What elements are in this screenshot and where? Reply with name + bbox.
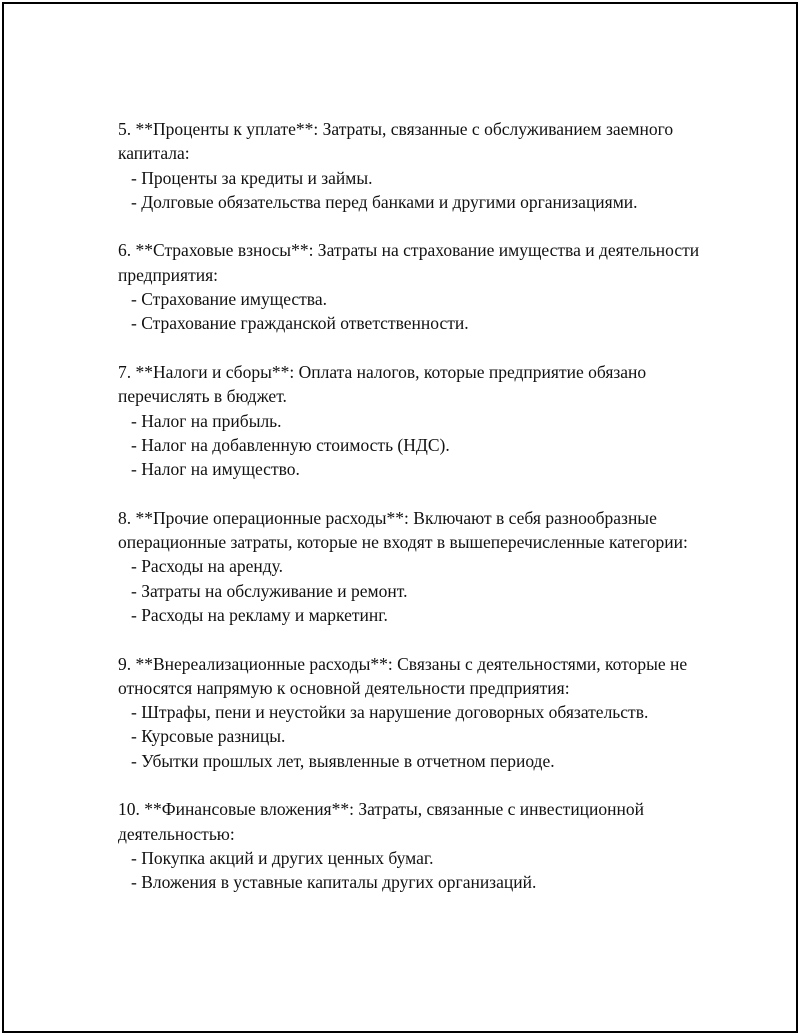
list-item: - Долговые обязательства перед банками и другими организациями.: [131, 191, 638, 212]
list-item: - Затраты на обслуживание и ремонт.: [131, 580, 408, 601]
section-8: [118, 506, 718, 627]
section-6: [118, 238, 718, 335]
section-heading: 5. **Проценты к уплате**: Затраты, связанные с обслуживанием заемного капитала:: [118, 119, 674, 164]
bullet-list: [118, 554, 718, 627]
list-item: - Штрафы, пени и неустойки за нарушение договорных обязательств.: [131, 702, 649, 723]
list-item: - Убытки прошлых лет, выявленные в отчетном периоде.: [131, 750, 555, 771]
document-body: [118, 117, 718, 919]
list-item: - Покупка акций и других ценных бумаг.: [131, 847, 434, 868]
section-10: [118, 797, 718, 894]
bullet-list: [118, 700, 718, 773]
list-item: - Страхование гражданской ответственности.: [131, 313, 469, 334]
bullet-list: [118, 409, 718, 482]
bullet-list: [118, 287, 718, 336]
list-item: - Вложения в уставные капиталы других организаций.: [131, 872, 537, 893]
section-heading: 8. **Прочие операционные расходы**: Включают в себя разнообразные операционные затраты, которые не входят в вышеперечисленные категории:: [118, 507, 688, 553]
list-item: - Расходы на рекламу и маркетинг.: [131, 604, 388, 625]
section-heading: 10. **Финансовые вложения**: Затраты, связанные с инвестиционной деятельностью:: [118, 799, 645, 844]
section-heading: 9. **Внереализационные расходы**: Связаны с деятельностями, которые не относятся напрямую к основной деятельности предприятия:: [118, 653, 688, 698]
section-7: [118, 360, 718, 481]
list-item: - Налог на имущество.: [131, 459, 300, 480]
list-item: - Курсовые разницы.: [131, 726, 286, 747]
list-item: - Налог на добавленную стоимость (НДС).: [131, 434, 450, 455]
section-heading: 7. **Налоги и сборы**: Оплата налогов, которые предприятие обязано перечислять в бюджет.: [118, 361, 647, 407]
list-item: - Расходы на аренду.: [131, 556, 284, 577]
section-9: [118, 652, 718, 773]
bullet-list: [118, 166, 718, 215]
list-item: - Страхование имущества.: [131, 289, 327, 310]
bullet-list: [118, 846, 718, 895]
list-item: - Налог на прибыль.: [131, 410, 282, 431]
list-item: - Проценты за кредиты и займы.: [131, 167, 373, 188]
section-heading: 6. **Страховые взносы**: Затраты на страхование имущества и деятельности предприятия:: [118, 240, 700, 285]
section-5: [118, 117, 718, 214]
